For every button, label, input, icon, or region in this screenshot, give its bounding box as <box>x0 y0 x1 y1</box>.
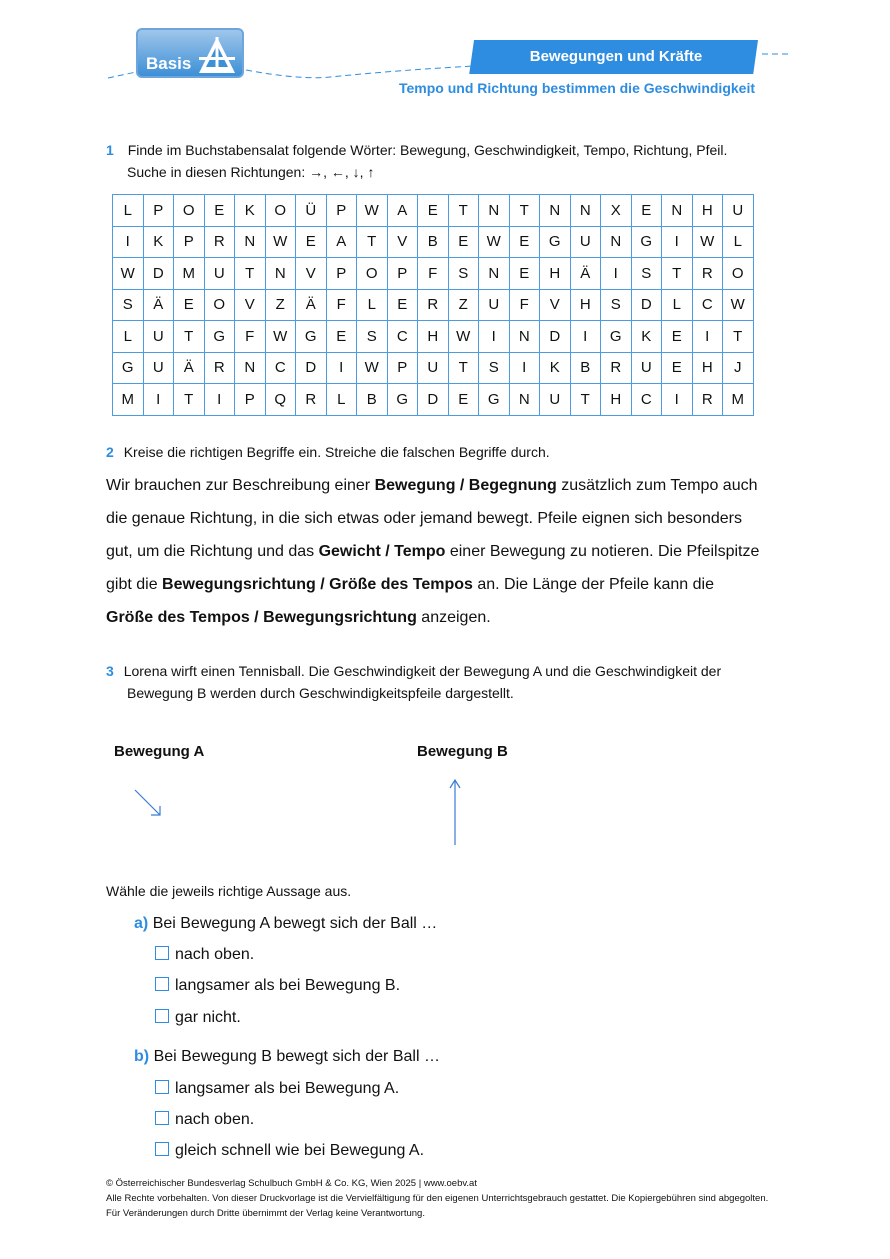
grid-cell[interactable]: D <box>631 289 662 321</box>
grid-cell[interactable]: I <box>662 226 693 258</box>
grid-cell[interactable]: T <box>174 384 205 416</box>
footer: © Österreichischer Bundesverlag Schulbuch GmbH & Co. KG, Wien 2025 | www.oebv.at Alle Rechte vorbehalten. Von dieser Druckvorlage ist die Vervielfältigung für den eigenen Unterrichtsgebrauch gestattet. Die Kopiergebühren sind abgegolten. Für Veränderungen durch Dritte übernimmt der Verlag keine Verantwortung. <box>106 1178 769 1219</box>
grid-cell[interactable]: D <box>143 258 174 290</box>
grid-cell[interactable]: T <box>662 258 693 290</box>
grid-cell[interactable]: L <box>113 195 144 227</box>
grid-cell[interactable]: Ä <box>296 289 327 321</box>
grid-cell[interactable]: S <box>113 289 144 321</box>
grid-cell[interactable]: H <box>601 384 632 416</box>
grid-cell[interactable]: O <box>265 195 296 227</box>
task2-instruction: 2 Kreise die richtigen Begriffe ein. Streiche die falschen Begriffe durch. <box>106 444 550 460</box>
grid-row <box>113 289 754 321</box>
grid-cell[interactable]: T <box>570 384 601 416</box>
option-b1[interactable]: langsamer als bei Bewegung A. <box>155 1080 399 1098</box>
grid-cell[interactable]: D <box>418 384 449 416</box>
grid-cell[interactable]: G <box>204 321 235 353</box>
arrow-b-icon <box>440 770 470 850</box>
grid-cell[interactable]: E <box>662 321 693 353</box>
grid-cell[interactable]: S <box>631 258 662 290</box>
choice-richtung-groesse[interactable]: Bewegungsrichtung / Größe des Tempos <box>162 576 473 593</box>
grid-cell[interactable]: D <box>540 321 571 353</box>
grid-cell[interactable]: E <box>631 195 662 227</box>
grid-cell[interactable]: E <box>448 384 479 416</box>
grid-cell[interactable]: O <box>723 258 754 290</box>
checkbox-icon[interactable] <box>155 1111 169 1125</box>
grid-cell[interactable]: S <box>448 258 479 290</box>
grid-cell[interactable]: E <box>448 226 479 258</box>
grid-cell[interactable]: P <box>387 352 418 384</box>
grid-cell[interactable]: I <box>692 321 723 353</box>
grid-cell[interactable]: I <box>204 384 235 416</box>
question-b: b) Bei Bewegung B bewegt sich der Ball … <box>134 1048 440 1065</box>
grid-cell[interactable]: W <box>448 321 479 353</box>
grid-cell[interactable]: K <box>631 321 662 353</box>
grid-cell[interactable]: U <box>143 352 174 384</box>
grid-cell[interactable]: O <box>357 258 388 290</box>
arrow-a-icon <box>120 780 180 830</box>
grid-cell[interactable]: A <box>387 195 418 227</box>
grid-cell[interactable]: W <box>357 195 388 227</box>
chapter-title: Bewegungen und Kräfte <box>529 48 703 65</box>
grid-cell[interactable]: D <box>296 352 327 384</box>
grid-cell[interactable]: C <box>265 352 296 384</box>
triangle-logo-icon <box>197 35 237 75</box>
grid-cell[interactable]: O <box>174 195 205 227</box>
grid-cell[interactable]: Z <box>265 289 296 321</box>
grid-cell[interactable]: R <box>418 289 449 321</box>
grid-row <box>113 321 754 353</box>
grid-cell[interactable]: R <box>601 352 632 384</box>
grid-cell[interactable]: S <box>601 289 632 321</box>
grid-cell[interactable]: F <box>509 289 540 321</box>
checkbox-icon[interactable] <box>155 1142 169 1156</box>
grid-cell[interactable]: K <box>143 226 174 258</box>
grid-cell[interactable]: F <box>418 258 449 290</box>
grid-cell[interactable]: W <box>113 258 144 290</box>
grid-row <box>113 384 754 416</box>
grid-cell[interactable]: L <box>723 226 754 258</box>
grid-cell[interactable]: P <box>387 258 418 290</box>
grid-cell[interactable]: M <box>723 384 754 416</box>
grid-cell[interactable]: N <box>479 258 510 290</box>
grid-cell[interactable]: V <box>235 289 266 321</box>
grid-cell[interactable]: G <box>296 321 327 353</box>
grid-cell[interactable]: Ä <box>570 258 601 290</box>
grid-cell[interactable]: L <box>326 384 357 416</box>
grid-cell[interactable]: E <box>204 195 235 227</box>
option-a2[interactable]: langsamer als bei Bewegung B. <box>155 977 400 995</box>
grid-cell[interactable]: G <box>479 384 510 416</box>
grid-cell[interactable]: T <box>235 258 266 290</box>
question-a: a) Bei Bewegung A bewegt sich der Ball … <box>134 915 438 932</box>
grid-cell[interactable]: U <box>570 226 601 258</box>
checkbox-icon[interactable] <box>155 1080 169 1094</box>
grid-cell[interactable]: F <box>326 289 357 321</box>
grid-cell[interactable]: H <box>540 258 571 290</box>
grid-cell[interactable]: U <box>418 352 449 384</box>
grid-cell[interactable]: C <box>692 289 723 321</box>
grid-cell[interactable]: N <box>570 195 601 227</box>
letter-grid <box>112 194 754 416</box>
grid-cell[interactable]: I <box>143 384 174 416</box>
grid-cell[interactable]: Q <box>265 384 296 416</box>
checkbox-icon[interactable] <box>155 977 169 991</box>
grid-cell[interactable]: U <box>479 289 510 321</box>
grid-cell[interactable]: I <box>326 352 357 384</box>
grid-cell[interactable]: E <box>296 226 327 258</box>
grid-cell[interactable]: N <box>601 226 632 258</box>
grid-cell[interactable]: P <box>326 195 357 227</box>
grid-cell[interactable]: L <box>662 289 693 321</box>
grid-cell[interactable]: V <box>540 289 571 321</box>
grid-row <box>113 195 754 227</box>
grid-cell[interactable]: R <box>296 384 327 416</box>
grid-cell[interactable]: A <box>326 226 357 258</box>
grid-cell[interactable]: R <box>692 258 723 290</box>
task1-line1: Finde im Buchstabensalat folgende Wörter: Bewegung, Geschwindigkeit, Tempo, Richtung, Pfeil. <box>127 142 728 158</box>
grid-cell[interactable]: U <box>723 195 754 227</box>
grid-cell[interactable]: E <box>509 258 540 290</box>
option-a3[interactable]: gar nicht. <box>155 1009 241 1027</box>
option-b3[interactable]: gleich schnell wie bei Bewegung A. <box>155 1142 424 1160</box>
task1-number: 1 <box>106 142 114 158</box>
grid-cell[interactable]: Ü <box>296 195 327 227</box>
grid-cell[interactable]: U <box>204 258 235 290</box>
task2-paragraph: Wir brauchen zur Beschreibung einer Bewegung / Begegnung zusätzlich zum Tempo auch die genaue Richtung, in die sich etwas oder jemand bewegt. Pfeile eignen sich besonders gut, um die Richtung und das Gewicht / Tempo einer Bewegung zu notieren. Die Pfeilspitze gibt die Bewegungsrichtung / Größe des Tempos an. Die Länge der Pfeile kann die Größe des Tempos / Bewegungsrichtung anzeigen. <box>106 477 760 626</box>
grid-cell[interactable]: R <box>692 384 723 416</box>
grid-cell[interactable]: S <box>357 321 388 353</box>
grid-cell[interactable]: K <box>235 195 266 227</box>
grid-cell[interactable]: W <box>723 289 754 321</box>
grid-cell[interactable]: P <box>143 195 174 227</box>
grid-cell[interactable]: S <box>479 352 510 384</box>
grid-cell[interactable]: I <box>113 226 144 258</box>
grid-cell[interactable]: I <box>570 321 601 353</box>
grid-cell[interactable]: T <box>448 352 479 384</box>
grid-row <box>113 352 754 384</box>
grid-cell[interactable]: V <box>296 258 327 290</box>
grid-cell[interactable]: E <box>662 352 693 384</box>
grid-row <box>113 258 754 290</box>
grid-cell[interactable]: H <box>418 321 449 353</box>
grid-cell[interactable]: H <box>692 195 723 227</box>
grid-cell[interactable]: I <box>662 384 693 416</box>
task1-line2: Suche in diesen Richtungen: →, ←, ↓, ↑ <box>127 164 375 180</box>
grid-cell[interactable]: N <box>479 195 510 227</box>
grid-cell[interactable]: M <box>174 258 205 290</box>
grid-row <box>113 226 754 258</box>
grid-cell[interactable]: G <box>387 384 418 416</box>
grid-cell[interactable]: T <box>357 226 388 258</box>
grid-cell[interactable]: G <box>631 226 662 258</box>
grid-cell[interactable]: R <box>204 352 235 384</box>
checkbox-icon[interactable] <box>155 1009 169 1023</box>
label-bewegung-a: Bewegung A <box>114 743 205 760</box>
grid-cell[interactable]: O <box>204 289 235 321</box>
grid-cell[interactable]: E <box>509 226 540 258</box>
grid-cell[interactable]: T <box>448 195 479 227</box>
grid-cell[interactable]: W <box>479 226 510 258</box>
grid-cell[interactable]: L <box>357 289 388 321</box>
option-b2[interactable]: nach oben. <box>155 1111 254 1129</box>
task3-text: 3 Lorena wirft einen Tennisball. Die Geschwindigkeit der Bewegung A und die Geschwindigkeit der Bewegung B werden durch Geschwindigkeitspfeile dargestellt. <box>106 663 722 701</box>
grid-cell[interactable]: U <box>540 384 571 416</box>
grid-cell[interactable]: E <box>418 195 449 227</box>
checkbox-icon[interactable] <box>155 946 169 960</box>
grid-cell[interactable]: B <box>418 226 449 258</box>
grid-cell[interactable]: T <box>723 321 754 353</box>
grid-cell[interactable]: F <box>235 321 266 353</box>
grid-cell[interactable]: P <box>174 226 205 258</box>
grid-cell[interactable]: J <box>723 352 754 384</box>
grid-cell[interactable]: W <box>692 226 723 258</box>
grid-cell[interactable]: I <box>509 352 540 384</box>
grid-cell[interactable]: P <box>235 384 266 416</box>
choice-bewegung-begegnung[interactable]: Bewegung / Begegnung <box>374 477 557 494</box>
grid-cell[interactable]: N <box>235 226 266 258</box>
grid-cell[interactable]: R <box>204 226 235 258</box>
grid-cell[interactable]: K <box>540 352 571 384</box>
grid-cell[interactable]: E <box>174 289 205 321</box>
grid-cell[interactable]: Ä <box>174 352 205 384</box>
grid-cell[interactable]: N <box>265 258 296 290</box>
choose-instruction: Wähle die jeweils richtige Aussage aus. <box>106 883 352 899</box>
grid-cell[interactable]: T <box>174 321 205 353</box>
grid-cell[interactable]: G <box>540 226 571 258</box>
grid-cell[interactable]: H <box>692 352 723 384</box>
grid-cell[interactable]: N <box>509 384 540 416</box>
grid-cell[interactable]: L <box>113 321 144 353</box>
grid-cell[interactable]: P <box>326 258 357 290</box>
grid-cell[interactable]: Z <box>448 289 479 321</box>
grid-cell[interactable]: C <box>387 321 418 353</box>
label-bewegung-b: Bewegung B <box>417 743 508 760</box>
grid-cell[interactable]: N <box>540 195 571 227</box>
grid-cell[interactable]: M <box>113 384 144 416</box>
grid-cell[interactable]: U <box>631 352 662 384</box>
grid-cell[interactable]: W <box>265 226 296 258</box>
task1-text <box>106 139 727 183</box>
grid-cell[interactable]: W <box>357 352 388 384</box>
task2-number: 2 <box>106 444 114 460</box>
grid-cell[interactable]: E <box>387 289 418 321</box>
grid-cell[interactable]: C <box>631 384 662 416</box>
grid-cell[interactable]: I <box>479 321 510 353</box>
grid-cell[interactable]: B <box>357 384 388 416</box>
grid-cell[interactable]: I <box>601 258 632 290</box>
grid-cell[interactable]: B <box>570 352 601 384</box>
choice-groesse-richtung[interactable]: Größe des Tempos / Bewegungsrichtung <box>106 609 417 626</box>
grid-cell[interactable]: X <box>601 195 632 227</box>
grid-cell[interactable]: H <box>570 289 601 321</box>
page-subtitle: Tempo und Richtung bestimmen die Geschwindigkeit <box>399 80 755 96</box>
grid-cell[interactable]: G <box>113 352 144 384</box>
grid-cell[interactable]: V <box>387 226 418 258</box>
choice-gewicht-tempo[interactable]: Gewicht / Tempo <box>318 543 446 560</box>
grid-cell[interactable]: W <box>265 321 296 353</box>
grid-cell[interactable]: E <box>326 321 357 353</box>
option-a1[interactable]: nach oben. <box>155 946 254 964</box>
grid-cell[interactable]: N <box>662 195 693 227</box>
basis-logo: Basis <box>136 28 244 78</box>
grid-cell[interactable]: N <box>509 321 540 353</box>
grid-cell[interactable]: U <box>143 321 174 353</box>
grid-cell[interactable]: G <box>601 321 632 353</box>
grid-cell[interactable]: Ä <box>143 289 174 321</box>
grid-cell[interactable]: N <box>235 352 266 384</box>
grid-cell[interactable]: T <box>509 195 540 227</box>
task3-number: 3 <box>106 663 114 679</box>
